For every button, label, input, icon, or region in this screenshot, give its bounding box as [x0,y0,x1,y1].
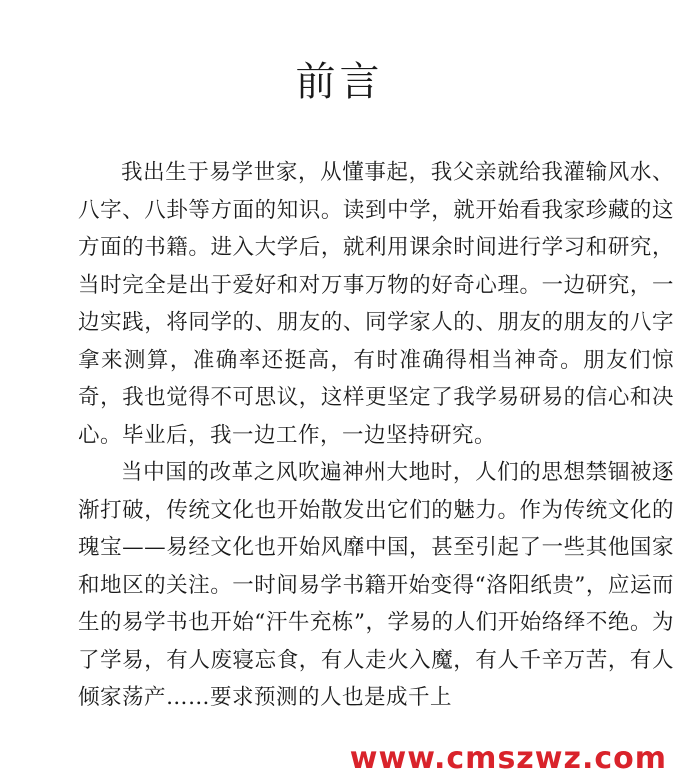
page-title: 前言 [295,59,384,105]
body-text [78,154,674,717]
paragraph-1: 我出生于易学世家，从懂事起，我父亲就给我灌输风水、八字、八卦等方面的知识。读到中学，就开始看我家珍藏的这方面的书籍。进入大学后，就利用课余时间进行学习和研究，当时完全是出于爱好和对万事万物的好奇心理。一边研究，一边实践，将同学的、朋友的、同学家人的、朋友的朋友的八字拿来测算，准确率还挺高，有时准确得相当神奇。朋友们惊奇，我也觉得不可思议，这样更坚定了我学易研易的信心和决心。毕业后，我一边工作，一边坚持研究。 [78,160,674,448]
paragraph-2: 当中国的改革之风吹遍神州大地时，人们的思想禁锢被逐渐打破，传统文化也开始散发出它们的魅力。作为传统文化的瑰宝——易经文化也开始风靡中国，甚至引起了一些其他国家和地区的关注。一时间易学书籍开始变得“洛阳纸贵”，应运而生的易学书也开始“汗牛充栋”，学易的人们开始络绎不绝。为了学易，有人废寝忘食，有人走火入魔，有人千辛万苦，有人倾家荡产……要求预测的人也是成千上 [78,460,674,710]
site-watermark: www.cmszwz.com [349,741,667,776]
